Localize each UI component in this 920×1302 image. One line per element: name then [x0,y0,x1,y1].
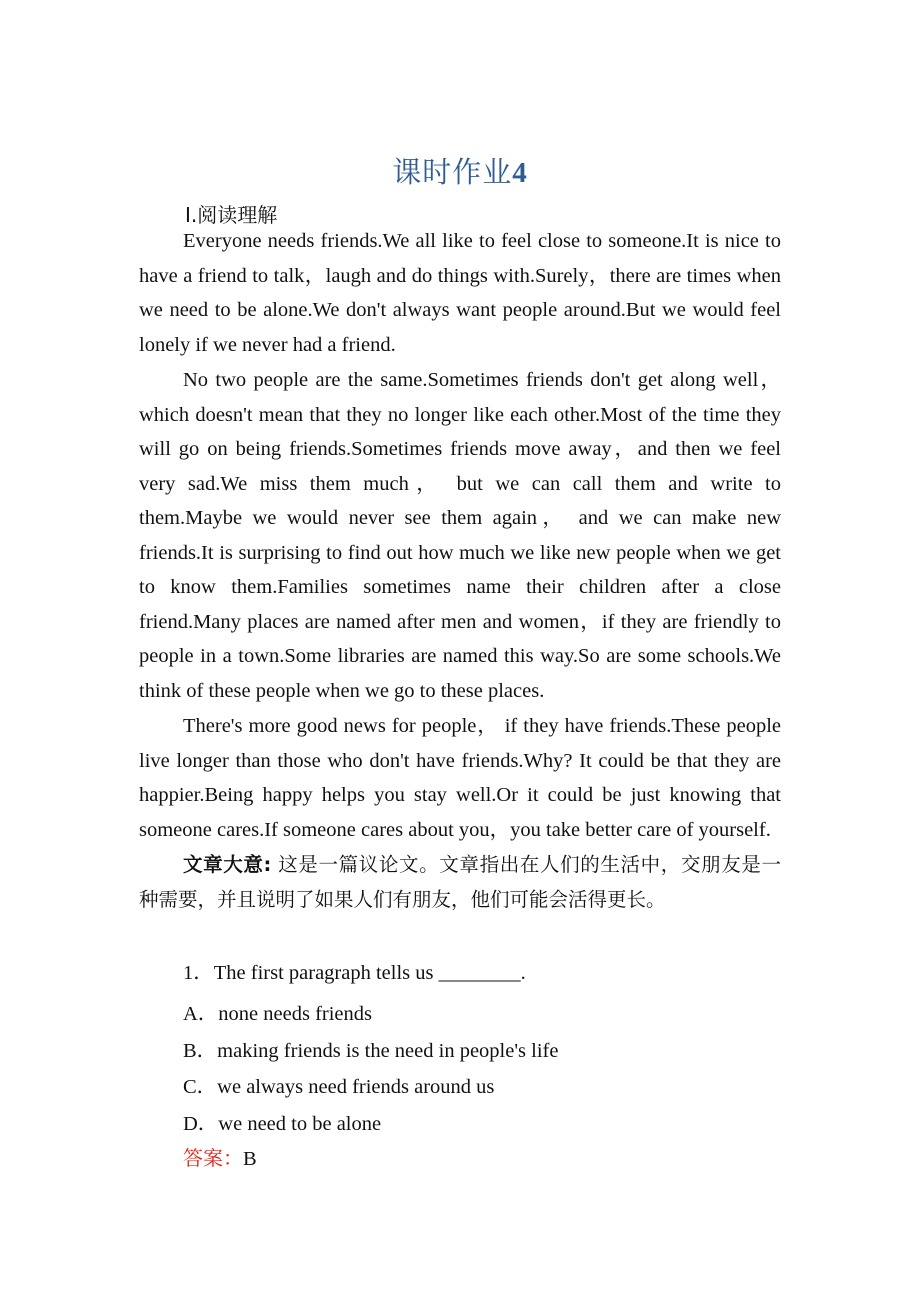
answer-line [183,1142,257,1171]
reading-passage [139,224,781,917]
answer-value: B [243,1148,257,1170]
passage-summary [139,847,781,917]
question-stem: 1．The first paragraph tells us ________. [183,962,526,984]
title-number: 4 [512,157,528,189]
passage-paragraph-1: Everyone needs friends.We all like to feel close to someone.It is nice to have a friend to talk，laugh and do things with.Surely，there are times when we need to be alone.We don't always want people around.But we would feel lonely if we never had a friend. [139,230,781,356]
title-text: 课时作业 [392,155,513,189]
option-b: B．making friends is the need in people's life [183,1040,559,1062]
page-title [0,150,920,191]
answer-label: 答案： [183,1146,243,1170]
passage-paragraph-2: No two people are the same.Sometimes friends don't get along well，which doesn't mean that they no longer like each other.Most of the time they will go on being friends.Sometimes friends move away，and then we feel very sad.We miss them much， but we can call them and write to them.Maybe we would never see them again， and we can make new friends.It is surprising to find out how much we like new people when we get to know them.Families sometimes name their children after a close friend.Many places are named after men and women，if they are friendly to people in a town.Some libraries are named this way.So are some schools.We think of these people when we go to these places. [139,369,781,702]
option-a: A．none needs friends [183,1003,373,1025]
passage-paragraph-3: There's more good news for people， if they have friends.These people live longer than those who don't have friends.Why? It could be that they are happier.Being happy helps you stay well.Or it could be just knowing that someone cares.If someone cares about you，you take better care of yourself. [139,715,781,841]
summary-text: 这是一篇议论文。文章指出在人们的生活中，交朋友是一种需要，并且说明了如果人们有朋友，他们可能会活得更长。 [139,853,781,911]
section-heading: Ⅰ.阅读理解 [185,203,278,227]
option-c: C．we always need friends around us [183,1076,495,1098]
option-d: D．we need to be alone [183,1113,382,1135]
summary-label: 文章大意: [183,853,272,876]
